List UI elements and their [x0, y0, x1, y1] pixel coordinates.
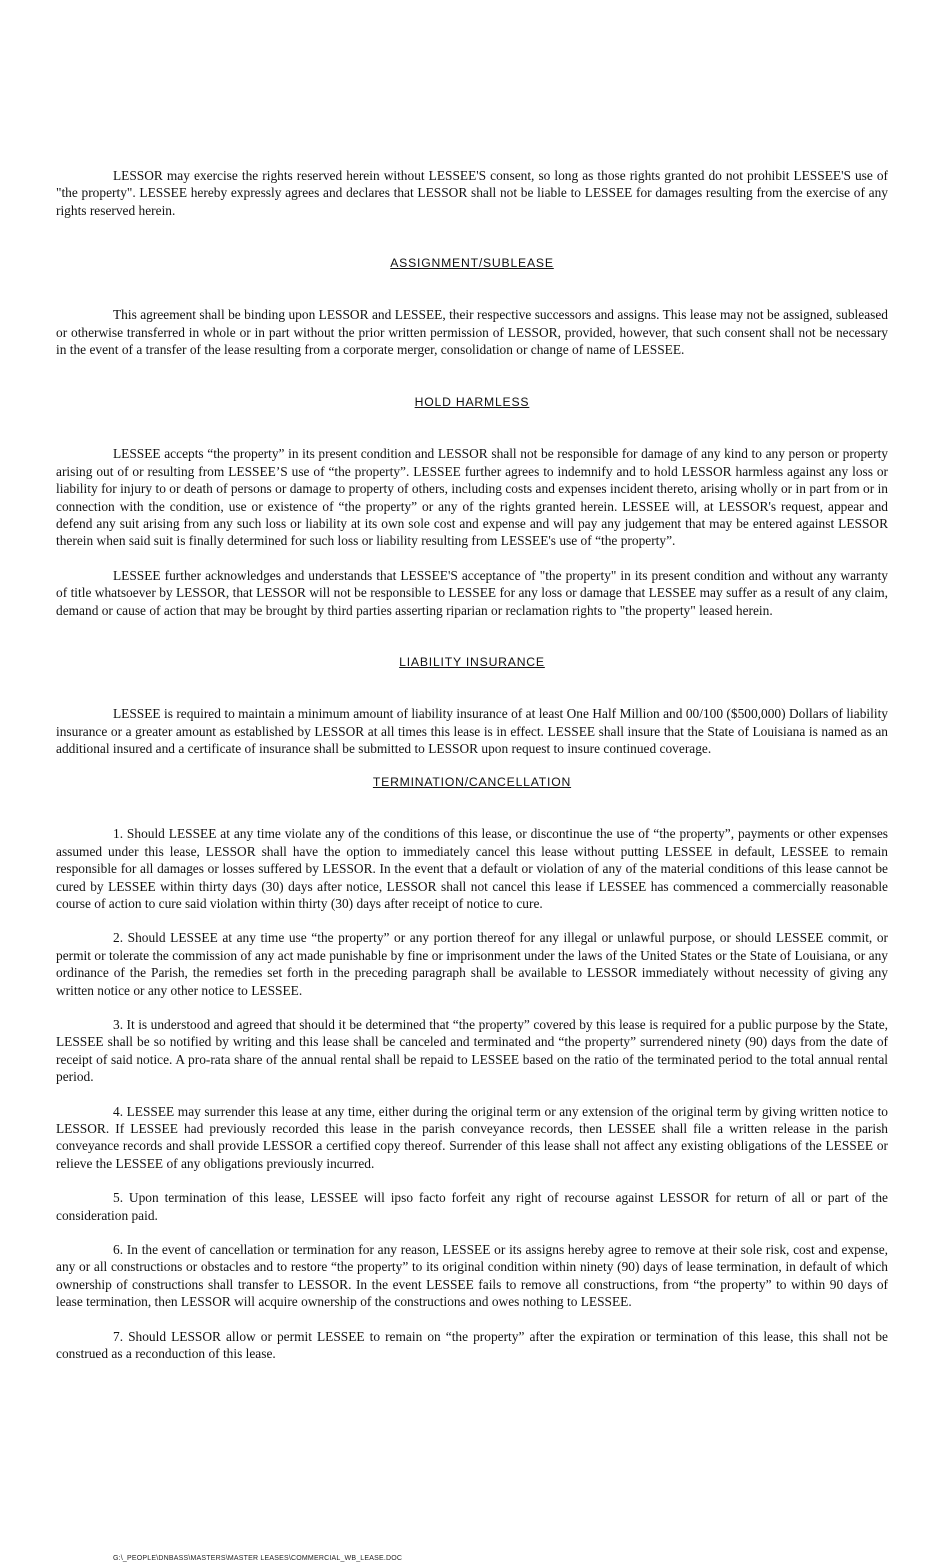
hold-harmless-paragraph-1: LESSEE accepts “the property” in its present condition and LESSOR shall not be responsible for damage of any kind to any person or property arising out of or resulting from LESSEE’S use of “the property”. LESSEE further agrees to indemnify and to hold LESSOR harmless against any loss or liability for injury to or death of persons or damage to property of others, including costs and expenses incident thereto, arising wholly or in part from or in connection with the condition, use or existence of “the property” or any of the rights granted herein. LESSEE will, at LESSOR's request, appear and defend any suit arising from any such loss or liability at its own sole cost and expense and will pay any judgement that may be entered against LESSOR therein when said suit is finally determined for such loss or liability resulting from LESSEE's use of “the property”. — [56, 446, 888, 549]
spacer — [56, 219, 888, 255]
spacer — [56, 671, 888, 705]
spacer — [56, 757, 888, 774]
spacer — [56, 411, 888, 445]
footer-file-path: G:\_PEOPLE\DNBASS\MASTERS\MASTER LEASES\COMMERCIAL_WB_LEASE.DOC — [113, 1555, 403, 1562]
termination-heading: TERMINATION/CANCELLATION — [372, 775, 572, 790]
rights-reserved-paragraph: LESSOR may exercise the rights reserved herein without LESSEE'S consent, so long as those rights granted do not prohibit LESSEE'S use of "the property". LESSEE hereby expressly agrees and declares that LESSOR shall not be liable to LESSEE for damages resulting from the exercise of any rights reserved herein. — [56, 168, 888, 218]
document-body — [56, 167, 888, 1362]
termination-clause-1: 1. Should LESSEE at any time violate any of the conditions of this lease, or discontinue the use of “the property”, payments or other expenses assumed under this lease, LESSOR shall have the option to immediately cancel this lease without putting LESSEE in default, LESSEE to remain responsible for all damages or losses suffered by LESSOR. In the event that a default or violation of any of the material conditions of this lease cannot be cured by LESSEE within thirty days (30) days after notice, LESSOR shall not cancel this lease if LESSEE has commenced a commercially reasonable course of action to cure said violation within thirty (30) days after receipt of notice to cure. — [56, 826, 888, 911]
termination-clause-4: 4. LESSEE may surrender this lease at any time, either during the original term or any extension of the original term by giving written notice to LESSOR. If LESSEE had previously recorded this lease in the parish conveyance records, then LESSEE shall file a written release in the parish conveyance records and shall provide LESSOR a certified copy thereof. Surrender of this lease shall not affect any existing obligations of the LESSEE or relieve the LESSEE of any obligations previously incurred. — [56, 1103, 888, 1171]
spacer — [56, 1172, 888, 1189]
spacer — [56, 1224, 888, 1241]
termination-clause-3: 3. It is understood and agreed that should it be determined that “the property” covered by this lease is required for a public purpose by the State, LESSEE shall be so notified by writing and this lease shall be canceled and terminated and “the property” surrendered ninety (90) days from the date of receipt of said notice. A pro-rata share of the annual rental shall be repaid to LESSEE based on the ratio of the terminated period to the total annual rental period. — [56, 1016, 888, 1085]
spacer — [56, 358, 888, 394]
termination-clause-2: 2. Should LESSEE at any time use “the property” or any portion thereof for any illegal or unlawful purpose, or should LESSEE commit, or permit or tolerate the commission of any act made punishable by fine or imprisonment under the laws of the United States or the State of Louisiana, or any ordinance of the Parish, the remedies set forth in the preceding paragraph shall be available to LESSOR immediately without necessity of giving any written notice or any other notice to LESSEE. — [56, 930, 888, 998]
spacer — [56, 999, 888, 1016]
spacer — [56, 912, 888, 929]
hold-harmless-heading: HOLD HARMLESS — [414, 395, 530, 410]
termination-clause-5: 5. Upon termination of this lease, LESSEE will ipso facto forfeit any right of recourse against LESSOR for return of all or part of the consideration paid. — [56, 1190, 888, 1223]
liability-paragraph: LESSEE is required to maintain a minimum amount of liability insurance of at least One Half Million and 00/100 ($500,000) Dollars of liability insurance or a greater amount as established by LESSOR at all times this lease is in effect. LESSEE shall insure that the State of Louisiana is named as an additional insured and a certificate of insurance shall be submitted to LESSOR upon request to insure continued coverage. — [56, 706, 888, 756]
spacer — [56, 1086, 888, 1103]
termination-clause-6: 6. In the event of cancellation or termination for any reason, LESSEE or its assigns hereby agree to remove at their sole risk, cost and expense, any or all constructions or obstacles and to restore “the property” to its original condition within ninety (90) days of lease termination, in default of which ownership of constructions shall transfer to LESSOR. In the event LESSEE fails to remove all constructions, from “the property” to within 90 days of lease termination, then LESSOR will acquire ownership of the constructions and owes nothing to LESSEE. — [56, 1242, 888, 1310]
hold-harmless-paragraph-2: LESSEE further acknowledges and understands that LESSEE'S acceptance of "the property" in its present condition and without any warranty of title whatsoever by LESSOR, that LESSOR will not be responsible to LESSEE for any loss or damage that LESSEE may suffer as a result of any claim, demand or cause of action that may be brought by third parties asserting riparian or reclamation rights to "the property" leased herein. — [56, 567, 888, 618]
liability-heading: LIABILITY INSURANCE — [399, 655, 545, 670]
spacer — [56, 272, 888, 306]
assignment-heading: ASSIGNMENT/SUBLEASE — [390, 256, 554, 271]
spacer — [56, 791, 888, 825]
spacer — [56, 550, 888, 567]
spacer — [56, 619, 888, 654]
assignment-paragraph: This agreement shall be binding upon LESSOR and LESSEE, their respective successors and assigns. This lease may not be assigned, subleased or otherwise transferred in whole or in part without the prior written permission of LESSOR, provided, however, that such consent shall not be necessary in the event of a transfer of the lease resulting from a corporate merger, consolidation or change of name of LESSEE. — [56, 307, 888, 358]
termination-clause-7: 7. Should LESSOR allow or permit LESSEE to remain on “the property” after the expiration or termination of this lease, this shall not be construed as a reconduction of this lease. — [56, 1328, 888, 1362]
spacer — [56, 1311, 888, 1328]
